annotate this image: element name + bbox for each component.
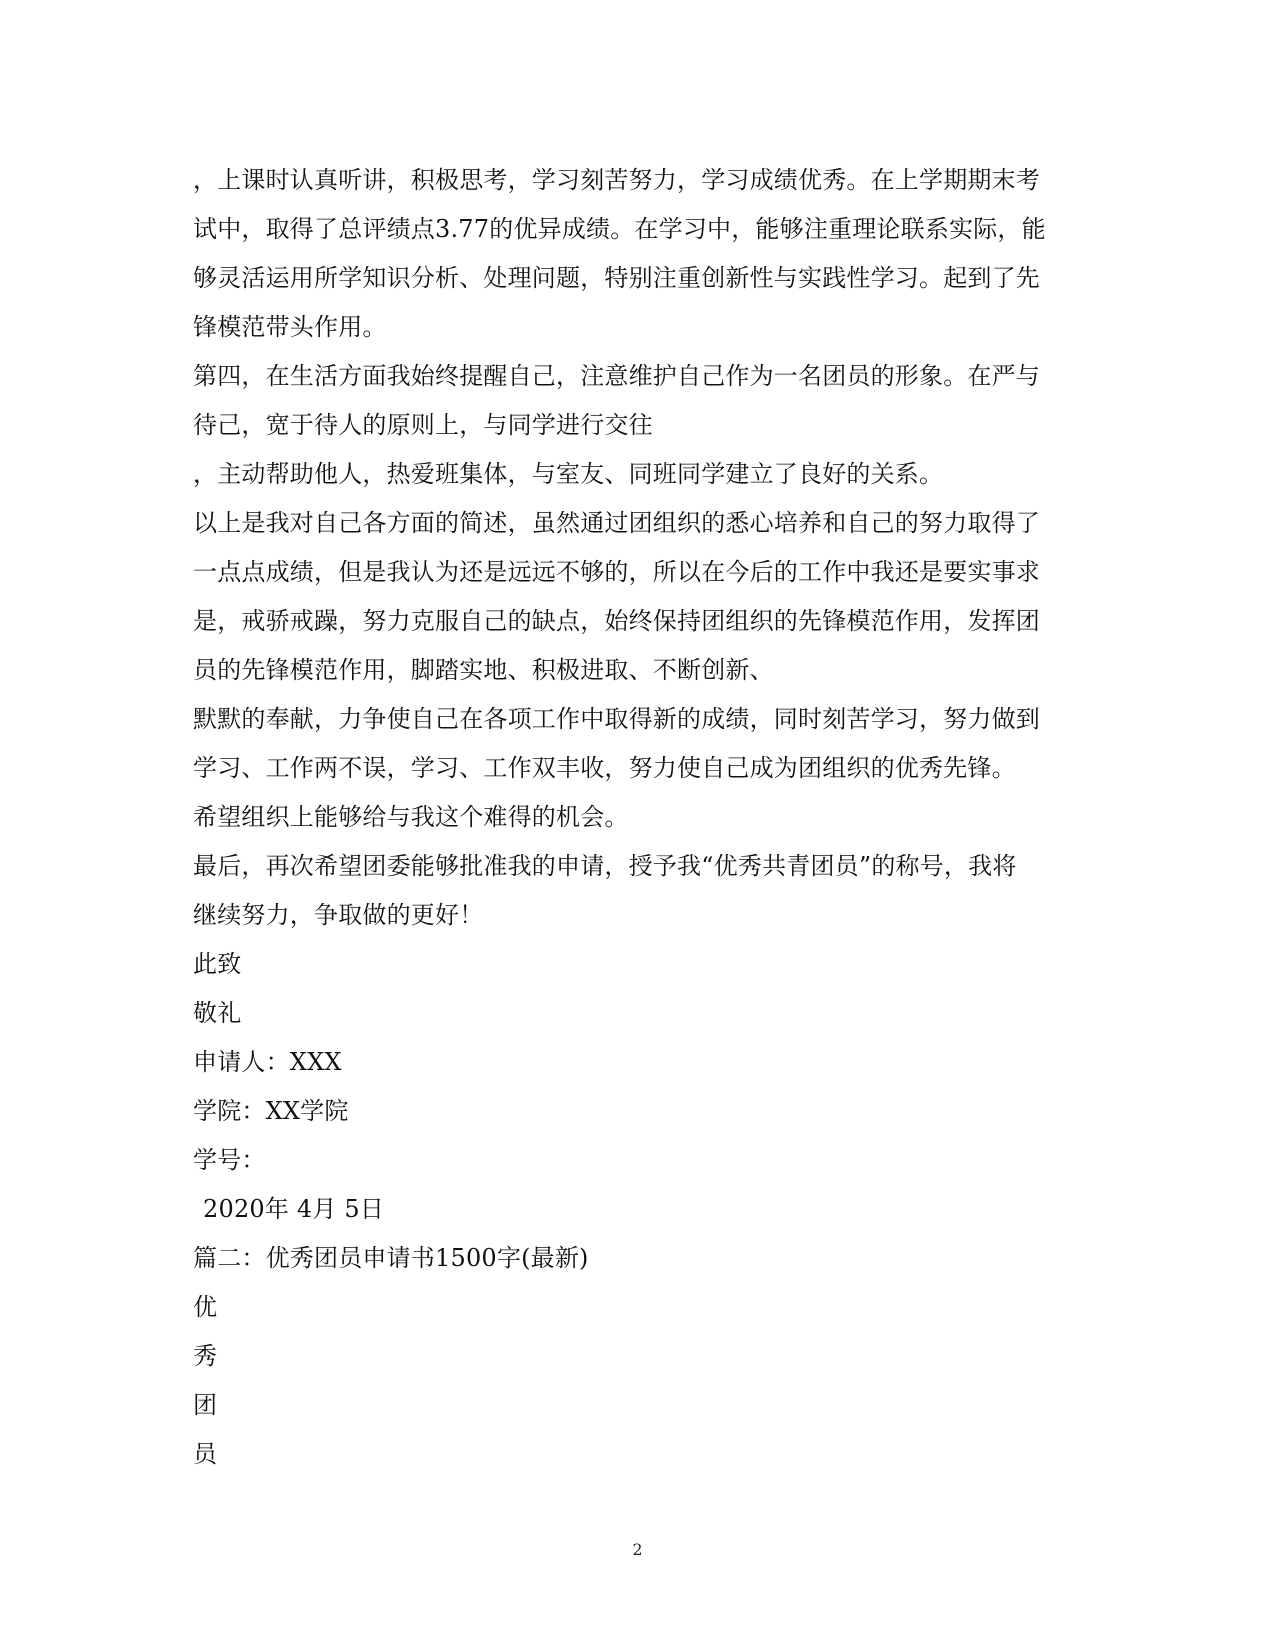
text-line: ，主动帮助他人，热爱班集体，与室友、同班同学建立了良好的关系。 xyxy=(193,460,944,488)
text-line: 学习、工作两不误，学习、工作双丰收，努力使自己成为团组织的优秀先锋。 xyxy=(193,754,1016,782)
text-line: 继续努力，争取做的更好！ xyxy=(193,901,484,929)
text-line: 待己，宽于待人的原则上，与同学进行交往 xyxy=(193,411,653,439)
text-line: 希望组织上能够给与我这个难得的机会。 xyxy=(193,803,629,831)
vertical-title-char: 秀 xyxy=(193,1342,218,1370)
text-line: 够灵活运用所学知识分析、处理问题，特别注重创新性与实践性学习。起到了先 xyxy=(193,264,1040,292)
vertical-title-char: 团 xyxy=(193,1391,218,1419)
text-line: 一点点成绩，但是我认为还是远远不够的，所以在今后的工作中我还是要实事求 xyxy=(193,558,1040,586)
closing-line: 此致 xyxy=(193,950,242,978)
vertical-title-char: 优 xyxy=(193,1293,218,1321)
section-heading: 篇二：优秀团员申请书1500字(最新) xyxy=(193,1244,589,1272)
text-line: 员的先锋模范作用，脚踏实地、积极进取、不断创新、 xyxy=(193,656,774,684)
text-line: 第四，在生活方面我始终提醒自己，注意维护自己作为一名团员的形象。在严与 xyxy=(193,362,1040,390)
salutation-line: 敬礼 xyxy=(193,999,242,1027)
text-line: 以上是我对自己各方面的简述，虽然通过团组织的悉心培养和自己的努力取得了 xyxy=(193,509,1040,537)
applicant-line: 申请人：XXX xyxy=(193,1048,342,1076)
text-line: 试中，取得了总评绩点3.77的优异成绩。在学习中，能够注重理论联系实际，能 xyxy=(193,215,1046,243)
vertical-title-char: 员 xyxy=(193,1440,218,1468)
text-line: 是，戒骄戒躁，努力克服自己的缺点，始终保持团组织的先锋模范作用，发挥团 xyxy=(193,607,1040,635)
text-line: 最后，再次希望团委能够批准我的申请，授予我“优秀共青团员”的称号，我将 xyxy=(193,852,1017,880)
page-number: 2 xyxy=(632,1540,643,1559)
text-line: 默默的奉献，力争使自己在各项工作中取得新的成绩，同时刻苦学习，努力做到 xyxy=(193,705,1040,733)
student-id-line: 学号： xyxy=(193,1146,266,1174)
text-line: ，上课时认真听讲，积极思考，学习刻苦努力，学习成绩优秀。在上学期期末考 xyxy=(193,166,1040,194)
college-line: 学院：XX学院 xyxy=(193,1097,349,1125)
text-line: 锋模范带头作用。 xyxy=(193,313,387,341)
date-line: 2020年 4月 5日 xyxy=(203,1195,385,1223)
document-body xyxy=(193,156,1073,1479)
